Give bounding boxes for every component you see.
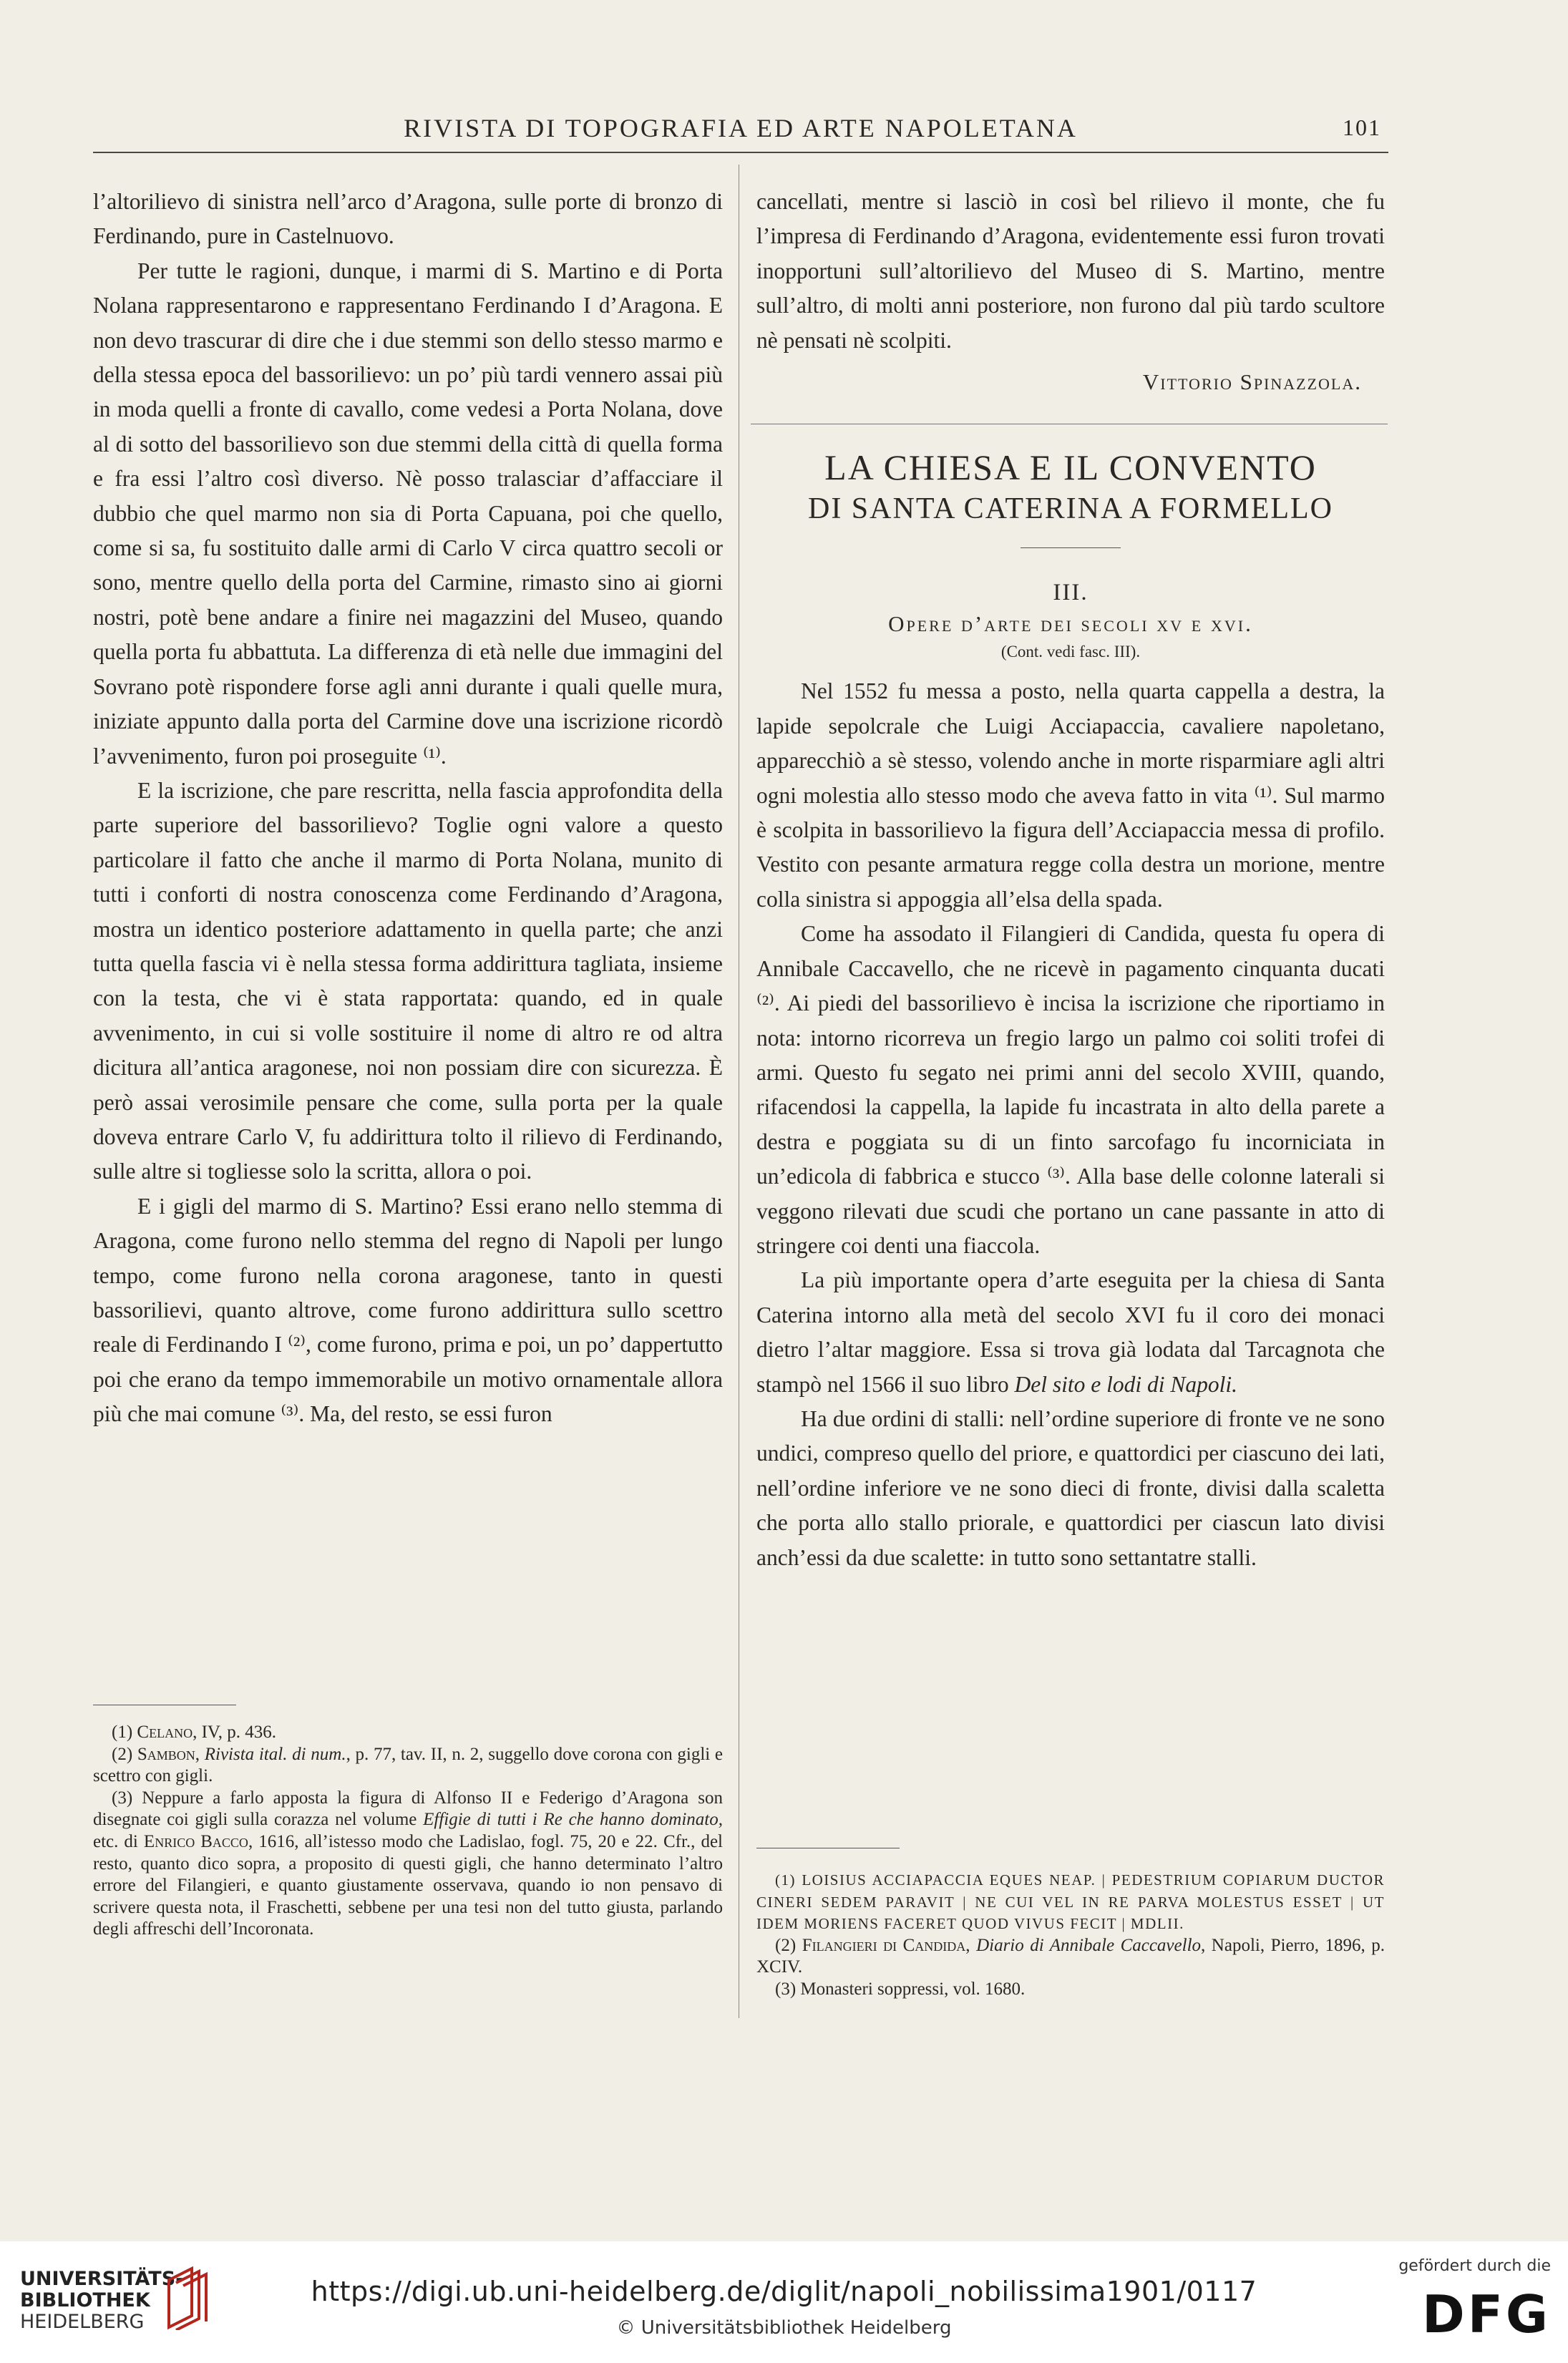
running-header xyxy=(93,107,1388,150)
title-rule xyxy=(1021,547,1121,548)
permalink-url[interactable]: https://digi.ub.uni-heidelberg.de/diglit/napoli_nobilissima1901/0117 xyxy=(311,2276,1257,2307)
right-footnote-3: (3) Monasteri soppressi, vol. 1680. xyxy=(775,1979,1026,1999)
left-paragraph-3: E la iscrizione, che pare rescritta, nella fascia approfondita della parte superiore del bassorilievo? Toglie ogni valore a questo particolare il fatto che anche il marmo di Porta Nolana, munito di tutti i conforti di nostra conoscenza come Ferdinando d’Aragona, mostra un identico posteriore adattamento in quella parte; che anzi tutta quella fascia vi è nella stessa forma addirittura tagliata, insieme con la testa, che vi è stata rapportata: quando, ed in quale avvenimento, in cui si volle sostituire il nome di altro re od altra dicitura all’antica aragonese, noi non possiam dire con sicurezza. È però assai verosimile pensare che come, sulla porta per la quale doveva entrare Carlo V, fu addirittura tolto il rilievo di Ferdinando, sulle altre si togliesse solo la scritta, allora o poi. xyxy=(93,777,723,1184)
article-subtitle: DI SANTA CATERINA A FORMELLO xyxy=(807,492,1334,526)
right-paragraph-4: Ha due ordini di stalli: nell’ordine superiore di fronte ve ne sono undici, compreso quello del priore, e quattordici per ciascuno dei lati, nell’ordine inferiore ve ne sono dieci di fronte, divisi dalla scaletta che porta allo stallo priorale, e quattordici per ciascun lato divisi anch’essi da due scalette: in tutto sono settantatre stalli. xyxy=(756,1405,1385,1570)
right-footnotes xyxy=(756,1869,1385,2001)
library-name: UNIVERSITÄTS- BIBLIOTHEK HEIDELBERG xyxy=(20,2268,184,2333)
left-paragraph-4: E i gigli del marmo di S. Martino? Essi erano nello stemma di Aragona, come furono nello stemma del regno di Napoli per lungo tempo, come furono nella corona aragonese, tanto in questi bassorilievi, quanto altrove, come furono addirittura sullo scettro reale di Ferdinando I ⁽²⁾, come furono, prima e poi, un po’ dappertutto poi che erano da tempo immemorabile un motivo ornamentale allora più che mai comune ⁽³⁾. Ma, del resto, se essi furon xyxy=(93,1193,723,1427)
left-footnote-1: (1) Celano, IV, p. 436. xyxy=(112,1723,276,1742)
right-paragraph-2: Come ha assodato il Filangieri di Candida, questa fu opera di Annibale Caccavello, che ne ricevè in pagamento cinquanta ducati ⁽²⁾. Ai piedi del bassorilievo è incisa la iscrizione che riportiamo in nota: intorno ricorreva un fregio largo un palmo coi soliti trofei di armi. Questo fu segato nei primi anni del secolo XVIII, quando, rifacendosi la cappella, la lapide fu incastrata in alto della parete a destra e poggiata su di un finto sarcofago fu incorniciata in un’edicola di fabbrica e stucco ⁽³⁾. Alla base delle colonne laterali si veggono rilevati due scudi che portano un cane passante in atto di stringere coi denti una fiaccola. xyxy=(756,921,1385,1258)
right-paragraph-1: Nel 1552 fu messa a posto, nella quarta cappella a destra, la lapide sepolcrale che Luigi Acciapaccia, cavaliere napoletano, apparecchiò a sè stesso, volendo anche in morte risparmiare agli altri ogni molestia allo stesso modo che aveva fatto in vita ⁽¹⁾. Sul marmo è scolpita in bassorilievo la figura dell’Acciapaccia messa di profilo. Vestito con pesante armatura regge colla destra un morione, mentre colla sinistra si appoggia all’elsa della spada. xyxy=(756,678,1385,912)
funding-label: gefördert durch die xyxy=(1398,2257,1551,2275)
left-footnotes xyxy=(93,1722,723,1941)
digitization-footer xyxy=(0,2241,1568,2363)
right-top-paragraph: cancellati, mentre si lasciò in così bel rilievo il monte, che fu l’impresa di Ferdinando d’Aragona, evidentemente essi furon trovati inopportuni sull’altorilievo del Museo di S. Martino, mentre sull’altro, di molti anni posteriore, non furono dal più tardo scultore nè pensati nè scolpiti. xyxy=(756,189,1385,353)
article-title: LA CHIESA E IL CONVENTO xyxy=(824,447,1317,488)
left-footnote-3: (3) Neppure a farlo apposta la figura di Alfonso II e Federigo d’Aragona son disegnate coi gigli sulla corazza nel volume Effigie di tutti i Re che hanno dominato, etc. di Enrico Bacco, 1616, all’istesso modo che Ladislao, fogl. 75, 20 e 22. Cfr., del resto, quanto dico sopra, a proposito di questi gigli, che hanno determinato l’altro errore del Filangieri, e quanto giustamente osservava, quando io non pensavo di scrivere questa nota, il Fraschetti, sebbene per una tesi non del tutto giusta, parlando degli affreschi dell’Incoronata. xyxy=(93,1788,723,1939)
copyright-notice: © Universitätsbibliothek Heidelberg xyxy=(616,2317,952,2339)
header-rule xyxy=(93,152,1388,153)
section-title: Opere d’arte dei secoli xv e xvi. xyxy=(888,611,1253,637)
page-number: 101 xyxy=(1343,115,1381,140)
left-paragraph-2: Per tutte le ragioni, dunque, i marmi di S. Martino e di Porta Nolana rappresentarono e rappresentano Ferdinando I d’Aragona. E non devo trascurar di dire che i due stemmi son dello stesso marmo e della stessa epoca del bassorilievo: un po’ più tardi vennero assai più in moda quelli a fronte di cavallo, come vedesi a Porta Nolana, dove al di sotto del bassorilievo son due stemmi della città di quella forma e fra essi l’altro così diverso. Nè posso tralasciar d’affacciare il dubbio che quel marmo non sia di Porta Capuana, poi che quello, come si sa, fu sostituito dalle armi di Carlo V circa quattro secoli or sono, mentre quello della porta del Carmine, rimasto sino ai giorni nostri, potè bene andare a finire nei magazzini del Museo, quando quella porta fu abbattuta. La differenza di età nelle due immagini del Sovrano potè rispondere forse agli anni durante i quali quelle mura, iniziate appunto dalla porta del Carmine dove una iscrizione ricordò l’avvenimento, furon poi proseguite ⁽¹⁾. xyxy=(93,258,723,769)
right-footnote-2: (2) Filangieri di Candida, Diario di Annibale Caccavello, Napoli, Pierro, 1896, p. XCIV. xyxy=(756,1935,1386,1977)
right-footnote-1: (1) LOISIUS ACCIAPACCIA EQUES NEAP. | PEDESTRIUM COPIARUM DUCTOR CINERI SEDEM PARAVIT | NE CUI VEL IN RE PARVA MOLESTUS ESSET | UT IDEM MORIENS FACERET QUOD VIVUS FECIT | MDLII. xyxy=(756,1871,1385,1933)
left-column xyxy=(93,185,723,1432)
left-paragraph-1: l’altorilievo di sinistra nell’arco d’Aragona, sulle porte di bronzo di Ferdinando, pure in Castelnuovo. xyxy=(93,189,723,249)
section-number: III. xyxy=(1053,580,1089,606)
right-paragraph-3: La più importante opera d’arte eseguita per la chiesa di Santa Caterina intorno alla metà del secolo XVI fu il coro dei monaci dietro l’altar maggiore. Essa si trova già lodata dal Tarcagnota che stampò nel 1566 il suo libro Del sito e lodi di Napoli. xyxy=(756,1267,1385,1397)
right-column xyxy=(756,185,1385,1575)
dfg-logo: DFG xyxy=(1421,2284,1551,2344)
journal-title: RIVISTA DI TOPOGRAFIA ED ARTE NAPOLETANA xyxy=(404,114,1078,142)
continuation-note: (Cont. vedi fasc. III). xyxy=(1000,643,1141,661)
left-footnote-2: (2) Sambon, Rivista ital. di num., p. 77, tav. II, n. 2, suggello dove corona con gigli e scettro con gigli. xyxy=(93,1744,724,1786)
author-signature: Vittorio Spinazzola. xyxy=(1142,369,1362,395)
